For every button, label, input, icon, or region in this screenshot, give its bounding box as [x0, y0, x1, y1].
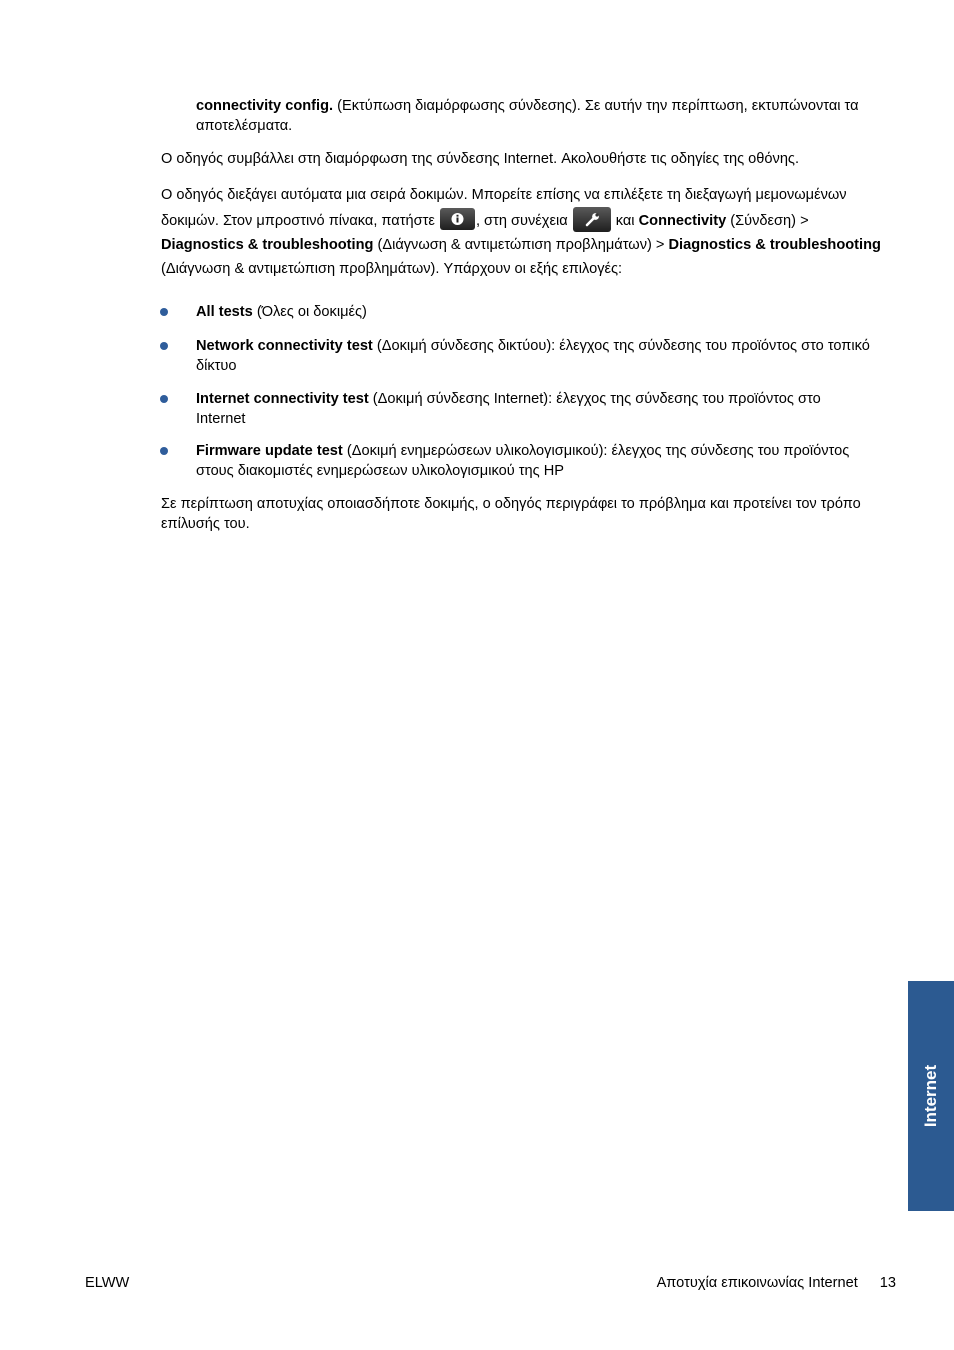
bullet-text: (Δοκιμή ενημερώσεων υλικολογισμικού): έλεγχος της σύνδεσης του προϊόντος στους διακομιστές ενημερώσεων υλικολογισμικού της HP	[196, 443, 850, 479]
failure-paragraph	[161, 494, 891, 534]
list-item	[196, 389, 866, 429]
chapter-tab-label: Internet	[921, 1064, 940, 1128]
bullet-icon	[160, 395, 168, 403]
wizard-paragraph	[161, 149, 891, 169]
chapter-tab	[908, 981, 954, 1211]
intro-term: connectivity config.	[196, 98, 334, 114]
bullet-text: (Δοκιμή σύνδεσης Internet): έλεγχος της σύνδεσης του προϊόντος στο Internet	[196, 391, 821, 427]
diagnostics-term-1: Diagnostics & troubleshooting	[161, 237, 374, 253]
bullet-icon	[160, 308, 168, 316]
tests-text-6: (Διάγνωση & αντιμετώπιση προβλημάτων). Υπάρχουν οι εξής επιλογές:	[161, 261, 623, 277]
footer-left: ELWW	[85, 1275, 130, 1291]
bullet-term: All tests	[196, 304, 253, 320]
list-item	[196, 302, 888, 322]
wrench-icon	[573, 207, 611, 232]
footer-right	[657, 1273, 896, 1293]
tests-text-4: (Σύνδεση) >	[726, 213, 809, 229]
diagnostics-term-2: Diagnostics & troubleshooting	[668, 237, 881, 253]
failure-text: Σε περίπτωση αποτυχίας οποιασδήποτε δοκιμής, ο οδηγός περιγράφει το πρόβλημα και προτείνει τον τρόπο επίλυσής του.	[161, 496, 861, 532]
bullet-icon	[160, 342, 168, 350]
bullet-term: Network connectivity test	[196, 338, 373, 354]
tests-text-5: (Διάγνωση & αντιμετώπιση προβλημάτων) >	[373, 237, 669, 253]
bullet-icon	[160, 447, 168, 455]
intro-text: (Εκτύπωση διαμόρφωσης σύνδεσης). Σε αυτήν την περίπτωση, εκτυπώνονται τα αποτελέσματα.	[196, 98, 859, 134]
tests-text-2: , στη συνέχεια	[475, 213, 572, 229]
info-icon	[440, 208, 475, 230]
intro-paragraph	[196, 96, 886, 136]
wizard-text: Ο οδηγός συμβάλλει στη διαμόρφωση της σύνδεσης Internet. Ακολουθήστε τις οδηγίες της οθόνης.	[161, 151, 800, 167]
tests-paragraph	[161, 183, 891, 281]
bullet-term: Firmware update test	[196, 443, 343, 459]
bullet-text: (Δοκιμή σύνδεσης δικτύου): έλεγχος της σύνδεσης του προϊόντος στο τοπικό δίκτυο	[196, 338, 870, 374]
bullet-term: Internet connectivity test	[196, 391, 369, 407]
page-number: 13	[879, 1275, 896, 1291]
connectivity-term: Connectivity	[638, 213, 727, 229]
list-item	[196, 336, 888, 376]
tests-text-3: και	[611, 213, 639, 229]
bullet-text: (Όλες οι δοκιμές)	[252, 304, 367, 320]
list-item	[196, 441, 866, 481]
footer-title: Αποτυχία επικοινωνίας Internet	[656, 1275, 858, 1291]
tests-text-1: Ο οδηγός διεξάγει αυτόματα μια σειρά δοκιμών. Μπορείτε επίσης να επιλέξετε τη διεξαγωγή μεμονωμένων δοκιμών. Στον μπροστινό πίνακα, πατήστε	[161, 187, 847, 229]
